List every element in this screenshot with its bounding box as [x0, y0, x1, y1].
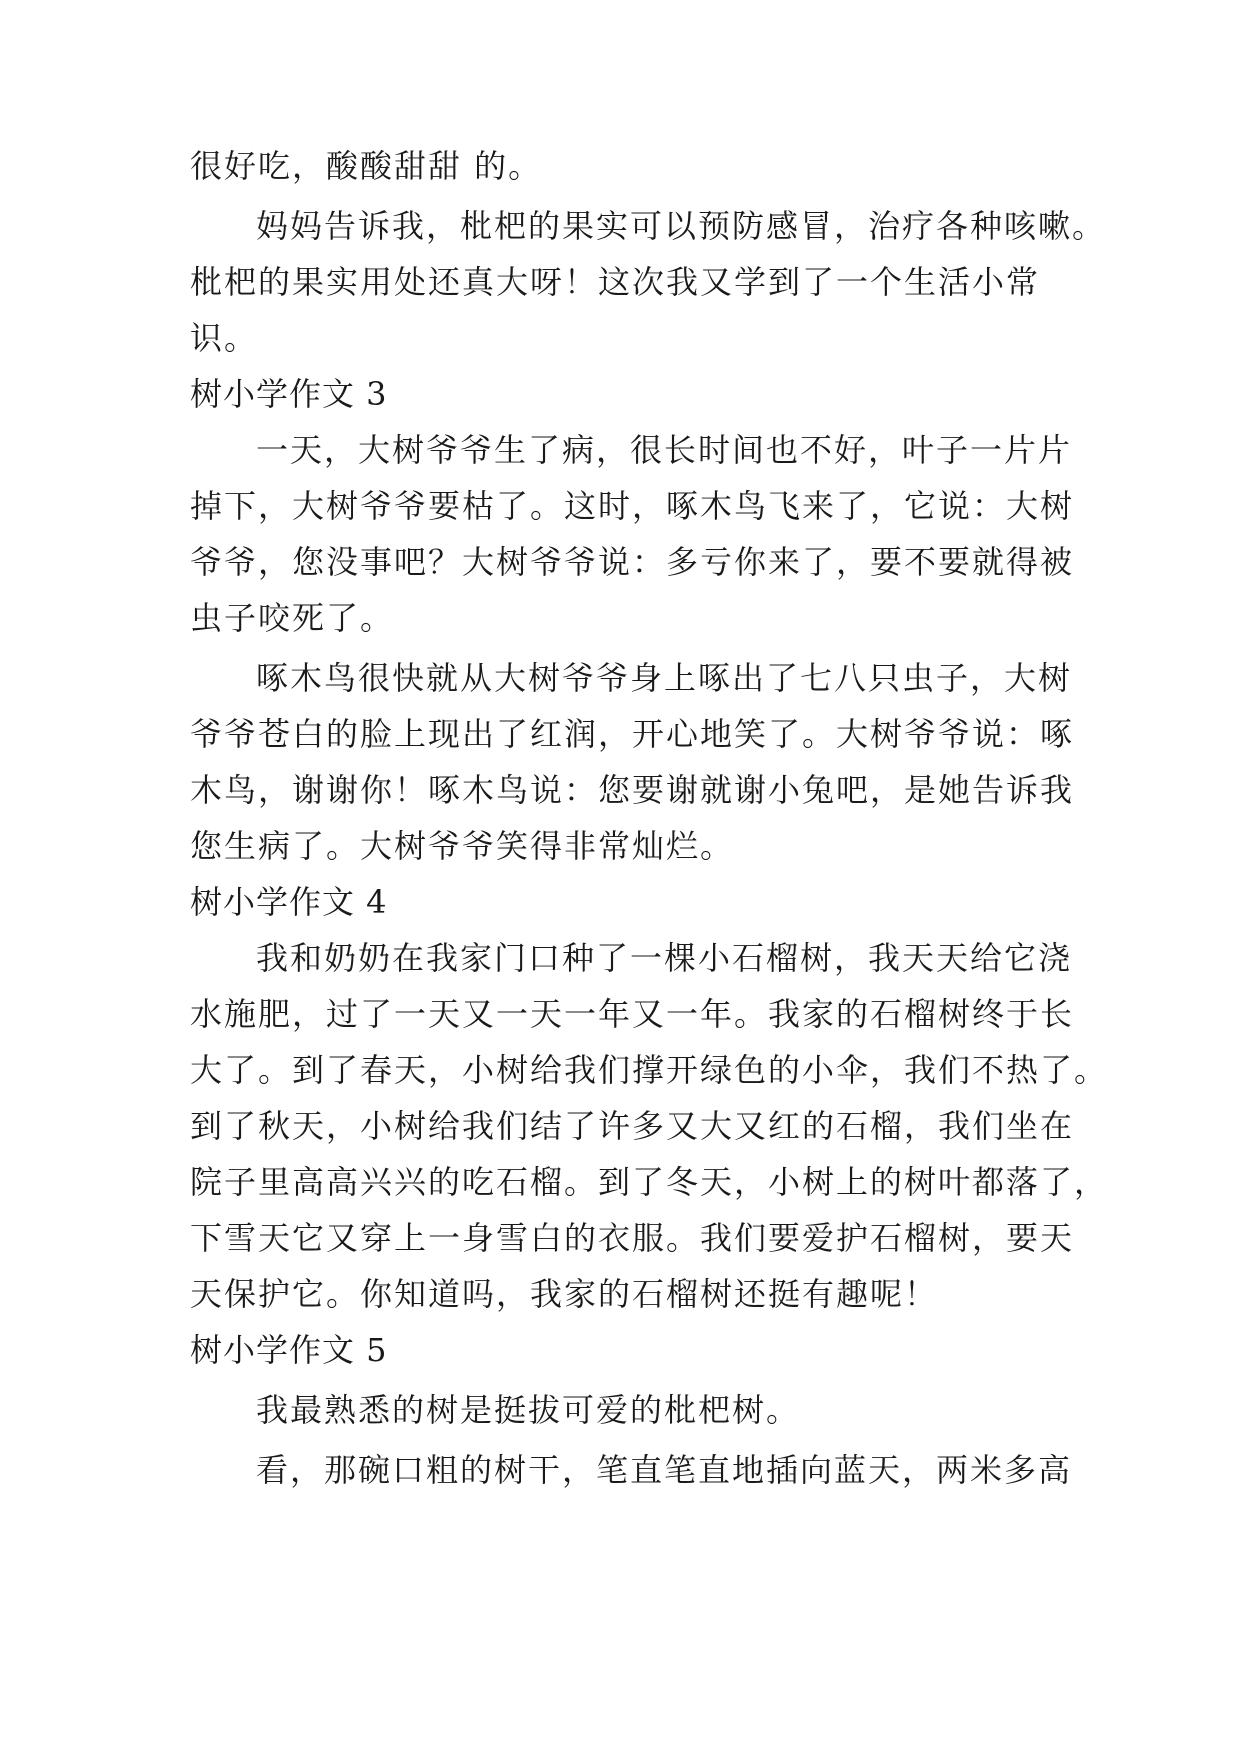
section-heading: 树小学作文 3: [190, 375, 388, 413]
text-line: 虫子咬死了。: [190, 599, 395, 637]
text-line: 掉下，大树爷爷要枯了。这时，啄木鸟飞来了，它说：大树: [190, 487, 1075, 525]
text-line: 爷爷苍白的脸上现出了红润，开心地笑了。大树爷爷说：啄: [190, 715, 1075, 753]
paragraph-start: 看，那碗口粗的树干，笔直笔直地插向蓝天，两米多高: [256, 1451, 1073, 1489]
text-line: 下雪天它又穿上一身雪白的衣服。我们要爱护石榴树，要天: [190, 1219, 1075, 1257]
text-line: 木鸟，谢谢你！啄木鸟说：您要谢就谢小兔吧，是她告诉我: [190, 771, 1075, 809]
section-heading: 树小学作文 5: [190, 1331, 388, 1369]
text-line: 水施肥，过了一天又一天一年又一年。我家的石榴树终于长: [190, 995, 1075, 1033]
text-line: 大了。到了春天，小树给我们撑开绿色的小伞，我们不热了。: [190, 1051, 1109, 1089]
text-line: 识。: [190, 319, 259, 357]
paragraph-start: 我和奶奶在我家门口种了一棵小石榴树，我天天给它浇: [256, 939, 1073, 977]
paragraph-start: 一天，大树爷爷生了病，很长时间也不好，叶子一片片: [256, 431, 1073, 469]
text-line: 爷爷，您没事吧？大树爷爷说：多亏你来了，要不要就得被: [190, 543, 1075, 581]
text-line: 院子里高高兴兴的吃石榴。到了冬天，小树上的树叶都落了，: [190, 1163, 1109, 1201]
text-line: 到了秋天，小树给我们结了许多又大又红的石榴，我们坐在: [190, 1107, 1075, 1145]
text-line: 枇杷的果实用处还真大呀！这次我又学到了一个生活小常: [190, 263, 1041, 301]
paragraph-start: 啄木鸟很快就从大树爷爷身上啄出了七八只虫子，大树: [256, 659, 1073, 697]
section-heading: 树小学作文 4: [190, 883, 388, 921]
text-line: 您生病了。大树爷爷笑得非常灿烂。: [190, 827, 735, 865]
text-line: 很好吃，酸酸甜甜 的。: [190, 147, 543, 185]
paragraph-start: 妈妈告诉我，枇杷的果实可以预防感冒，治疗各种咳嗽。: [256, 207, 1107, 245]
text-line: 天保护它。你知道吗，我家的石榴树还挺有趣呢！: [190, 1275, 939, 1313]
paragraph-start: 我最熟悉的树是挺拔可爱的枇杷树。: [256, 1391, 801, 1429]
